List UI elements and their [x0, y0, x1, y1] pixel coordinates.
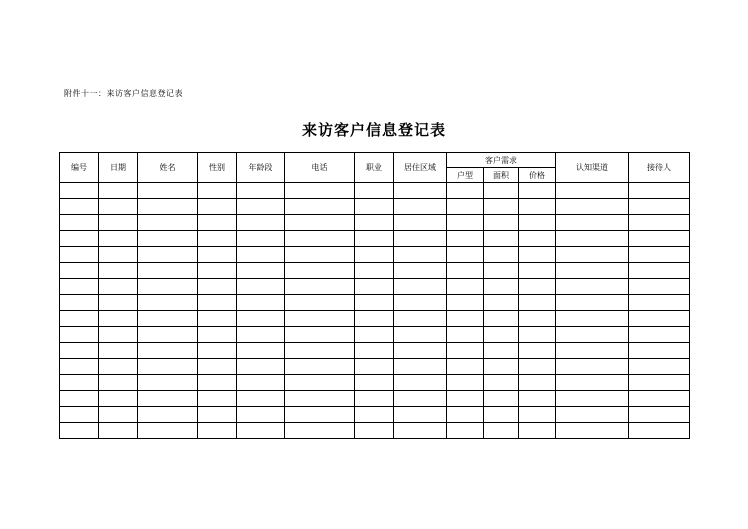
table-row [60, 327, 690, 343]
table-cell[interactable] [484, 263, 519, 279]
table-cell[interactable] [447, 279, 484, 295]
header-name: 姓名 [138, 153, 198, 183]
table-cell[interactable] [60, 343, 99, 359]
table-cell[interactable] [60, 183, 99, 199]
table-cell[interactable] [138, 295, 198, 311]
header-occupation: 职业 [355, 153, 394, 183]
table-cell[interactable] [355, 359, 394, 375]
table-cell[interactable] [60, 375, 99, 391]
table-cell[interactable] [138, 375, 198, 391]
table-cell[interactable] [237, 231, 285, 247]
table-cell[interactable] [198, 407, 237, 423]
table-cell[interactable] [629, 327, 690, 343]
table-row [60, 311, 690, 327]
table-cell[interactable] [519, 295, 556, 311]
table-cell[interactable] [60, 327, 99, 343]
table-cell[interactable] [99, 311, 138, 327]
table-cell[interactable] [447, 343, 484, 359]
table-cell[interactable] [519, 215, 556, 231]
table-cell[interactable] [556, 199, 629, 215]
header-age-group: 年龄段 [237, 153, 285, 183]
table-cell[interactable] [394, 407, 447, 423]
table-cell[interactable] [285, 391, 355, 407]
table-cell[interactable] [394, 327, 447, 343]
table-cell[interactable] [138, 327, 198, 343]
table-cell[interactable] [99, 295, 138, 311]
table-cell[interactable] [138, 343, 198, 359]
table-cell[interactable] [237, 295, 285, 311]
table-cell[interactable] [355, 231, 394, 247]
table-cell[interactable] [60, 247, 99, 263]
table-cell[interactable] [198, 391, 237, 407]
table-cell[interactable] [394, 295, 447, 311]
table-cell[interactable] [519, 231, 556, 247]
table-cell[interactable] [394, 247, 447, 263]
attachment-label: 附件十一：来访客户信息登记表 [64, 89, 183, 98]
table-cell[interactable] [285, 423, 355, 439]
table-cell[interactable] [237, 263, 285, 279]
table-cell[interactable] [355, 215, 394, 231]
table-cell[interactable] [198, 295, 237, 311]
table-cell[interactable] [60, 295, 99, 311]
table-cell[interactable] [629, 391, 690, 407]
table-cell[interactable] [447, 407, 484, 423]
table-cell[interactable] [447, 311, 484, 327]
table-cell[interactable] [60, 279, 99, 295]
header-price: 价格 [519, 168, 556, 183]
table-row [60, 359, 690, 375]
table-cell[interactable] [629, 231, 690, 247]
table-cell[interactable] [556, 279, 629, 295]
table-cell[interactable] [138, 391, 198, 407]
table-cell[interactable] [138, 231, 198, 247]
table-cell[interactable] [60, 199, 99, 215]
table-cell[interactable] [60, 359, 99, 375]
header-awareness-channel: 认知渠道 [556, 153, 629, 183]
table-row [60, 423, 690, 439]
table-row [60, 279, 690, 295]
table-cell[interactable] [285, 327, 355, 343]
table-cell[interactable] [447, 183, 484, 199]
table-cell[interactable] [99, 423, 138, 439]
table-cell[interactable] [394, 215, 447, 231]
table-cell[interactable] [629, 407, 690, 423]
table-cell[interactable] [394, 375, 447, 391]
table-cell[interactable] [394, 343, 447, 359]
table-cell[interactable] [285, 263, 355, 279]
table-cell[interactable] [355, 199, 394, 215]
table-cell[interactable] [394, 183, 447, 199]
table-cell[interactable] [394, 359, 447, 375]
table-cell[interactable] [519, 391, 556, 407]
table-cell[interactable] [629, 359, 690, 375]
table-cell[interactable] [355, 343, 394, 359]
table-cell[interactable] [556, 375, 629, 391]
table-cell[interactable] [198, 311, 237, 327]
table-cell[interactable] [138, 199, 198, 215]
table-cell[interactable] [484, 311, 519, 327]
table-cell[interactable] [138, 279, 198, 295]
table-cell[interactable] [99, 327, 138, 343]
table-cell[interactable] [198, 343, 237, 359]
table-cell[interactable] [138, 407, 198, 423]
table-row [60, 183, 690, 199]
table-cell[interactable] [237, 359, 285, 375]
table-cell[interactable] [355, 311, 394, 327]
table-cell[interactable] [629, 311, 690, 327]
table-cell[interactable] [198, 359, 237, 375]
table-cell[interactable] [447, 199, 484, 215]
table-cell[interactable] [237, 407, 285, 423]
table-cell[interactable] [556, 327, 629, 343]
table-cell[interactable] [629, 343, 690, 359]
table-cell[interactable] [629, 263, 690, 279]
table-cell[interactable] [556, 311, 629, 327]
table-cell[interactable] [519, 199, 556, 215]
table-cell[interactable] [99, 279, 138, 295]
table-cell[interactable] [556, 231, 629, 247]
table-cell[interactable] [484, 183, 519, 199]
table-cell[interactable] [519, 423, 556, 439]
header-receptionist: 接待人 [629, 153, 690, 183]
table-cell[interactable] [556, 343, 629, 359]
table-cell[interactable] [447, 391, 484, 407]
table-cell[interactable] [285, 407, 355, 423]
table-cell[interactable] [484, 343, 519, 359]
table-cell[interactable] [60, 231, 99, 247]
table-cell[interactable] [447, 263, 484, 279]
table-cell[interactable] [60, 391, 99, 407]
table-row [60, 247, 690, 263]
table-cell[interactable] [484, 215, 519, 231]
table-cell[interactable] [394, 391, 447, 407]
table-cell[interactable] [237, 327, 285, 343]
table-cell[interactable] [60, 215, 99, 231]
table-cell[interactable] [556, 295, 629, 311]
table-cell[interactable] [484, 391, 519, 407]
table-cell[interactable] [519, 327, 556, 343]
table-row [60, 375, 690, 391]
table-cell[interactable] [138, 311, 198, 327]
table-row [60, 215, 690, 231]
table-cell[interactable] [519, 311, 556, 327]
table-cell[interactable] [484, 359, 519, 375]
table-cell[interactable] [285, 215, 355, 231]
table-cell[interactable] [556, 423, 629, 439]
table-cell[interactable] [447, 295, 484, 311]
table-cell[interactable] [519, 247, 556, 263]
table-cell[interactable] [99, 375, 138, 391]
table-cell[interactable] [198, 215, 237, 231]
table-cell[interactable] [237, 343, 285, 359]
table-cell[interactable] [237, 311, 285, 327]
table-cell[interactable] [355, 407, 394, 423]
table-cell[interactable] [355, 263, 394, 279]
table-cell[interactable] [198, 375, 237, 391]
page-title: 来访客户信息登记表 [301, 121, 446, 139]
table-cell[interactable] [355, 183, 394, 199]
table-cell[interactable] [285, 183, 355, 199]
table-cell[interactable] [447, 247, 484, 263]
table-cell[interactable] [198, 279, 237, 295]
table-cell[interactable] [519, 375, 556, 391]
table-body [60, 183, 690, 439]
table-cell[interactable] [355, 391, 394, 407]
table-cell[interactable] [99, 359, 138, 375]
table-row [60, 231, 690, 247]
table-cell[interactable] [237, 279, 285, 295]
header-date: 日期 [99, 153, 138, 183]
table-cell[interactable] [237, 423, 285, 439]
table-cell[interactable] [556, 407, 629, 423]
table-cell[interactable] [237, 247, 285, 263]
table-cell[interactable] [138, 247, 198, 263]
table-cell[interactable] [99, 343, 138, 359]
table-cell[interactable] [556, 247, 629, 263]
table-cell[interactable] [138, 263, 198, 279]
table-cell[interactable] [198, 327, 237, 343]
table-cell[interactable] [99, 183, 138, 199]
table-cell[interactable] [237, 199, 285, 215]
table-cell[interactable] [484, 279, 519, 295]
table-cell[interactable] [484, 247, 519, 263]
table-cell[interactable] [285, 343, 355, 359]
table-cell[interactable] [237, 215, 285, 231]
header-customer-demand: 客户需求 [447, 153, 556, 168]
table-cell[interactable] [447, 327, 484, 343]
table-cell[interactable] [394, 231, 447, 247]
table-cell[interactable] [285, 231, 355, 247]
table-cell[interactable] [556, 391, 629, 407]
table-cell[interactable] [60, 407, 99, 423]
table-cell[interactable] [394, 199, 447, 215]
table-cell[interactable] [198, 231, 237, 247]
header-layout: 户型 [447, 168, 484, 183]
table-cell[interactable] [285, 199, 355, 215]
table-cell[interactable] [629, 199, 690, 215]
table-cell[interactable] [447, 359, 484, 375]
table-cell[interactable] [629, 375, 690, 391]
table-cell[interactable] [138, 359, 198, 375]
table-cell[interactable] [99, 215, 138, 231]
header-residence-area: 居住区域 [394, 153, 447, 183]
table-cell[interactable] [484, 407, 519, 423]
table-cell[interactable] [237, 391, 285, 407]
table-cell[interactable] [237, 183, 285, 199]
table-row [60, 407, 690, 423]
table-cell[interactable] [394, 423, 447, 439]
header-number: 编号 [60, 153, 99, 183]
table-cell[interactable] [394, 311, 447, 327]
table-cell[interactable] [198, 183, 237, 199]
table-cell[interactable] [629, 279, 690, 295]
table-cell[interactable] [447, 423, 484, 439]
table-cell[interactable] [484, 375, 519, 391]
table-cell[interactable] [285, 295, 355, 311]
table-row [60, 263, 690, 279]
table-cell[interactable] [355, 423, 394, 439]
table-cell[interactable] [355, 295, 394, 311]
table-cell[interactable] [355, 279, 394, 295]
table-cell[interactable] [519, 407, 556, 423]
table-cell[interactable] [394, 263, 447, 279]
table-cell[interactable] [198, 423, 237, 439]
header-area-size: 面积 [484, 168, 519, 183]
table-row [60, 295, 690, 311]
table-cell[interactable] [99, 199, 138, 215]
table-cell[interactable] [556, 263, 629, 279]
table-cell[interactable] [447, 215, 484, 231]
table-cell[interactable] [198, 199, 237, 215]
table-cell[interactable] [60, 423, 99, 439]
table-cell[interactable] [99, 231, 138, 247]
table-cell[interactable] [237, 375, 285, 391]
table-cell[interactable] [629, 215, 690, 231]
table-cell[interactable] [519, 263, 556, 279]
table-cell[interactable] [285, 247, 355, 263]
table-cell[interactable] [285, 311, 355, 327]
table-cell[interactable] [484, 231, 519, 247]
table-cell[interactable] [355, 375, 394, 391]
table-cell[interactable] [484, 423, 519, 439]
table-cell[interactable] [99, 263, 138, 279]
table-cell[interactable] [629, 183, 690, 199]
visitor-registration-table [59, 152, 690, 439]
header-gender: 性别 [198, 153, 237, 183]
table-cell[interactable] [556, 183, 629, 199]
table-cell[interactable] [629, 247, 690, 263]
table-cell[interactable] [519, 279, 556, 295]
table-cell[interactable] [60, 311, 99, 327]
table-cell[interactable] [285, 359, 355, 375]
table-cell[interactable] [60, 263, 99, 279]
table-cell[interactable] [556, 359, 629, 375]
table-cell[interactable] [285, 375, 355, 391]
table-cell[interactable] [519, 343, 556, 359]
table-cell[interactable] [519, 359, 556, 375]
table-cell[interactable] [556, 215, 629, 231]
header-phone: 电话 [285, 153, 355, 183]
table-cell[interactable] [355, 247, 394, 263]
table-cell[interactable] [99, 407, 138, 423]
table-cell[interactable] [629, 295, 690, 311]
table-cell[interactable] [138, 183, 198, 199]
table-row [60, 199, 690, 215]
table-cell[interactable] [484, 295, 519, 311]
table-cell[interactable] [99, 247, 138, 263]
table-cell[interactable] [99, 391, 138, 407]
table-cell[interactable] [198, 247, 237, 263]
table-cell[interactable] [484, 327, 519, 343]
table-cell[interactable] [355, 327, 394, 343]
table-cell[interactable] [394, 279, 447, 295]
table-cell[interactable] [138, 423, 198, 439]
table-cell[interactable] [519, 183, 556, 199]
table-row [60, 343, 690, 359]
table-cell[interactable] [138, 215, 198, 231]
table-cell[interactable] [198, 263, 237, 279]
table-row [60, 391, 690, 407]
table-cell[interactable] [447, 375, 484, 391]
table-cell[interactable] [484, 199, 519, 215]
table-cell[interactable] [447, 231, 484, 247]
table-cell[interactable] [285, 279, 355, 295]
table-cell[interactable] [629, 423, 690, 439]
